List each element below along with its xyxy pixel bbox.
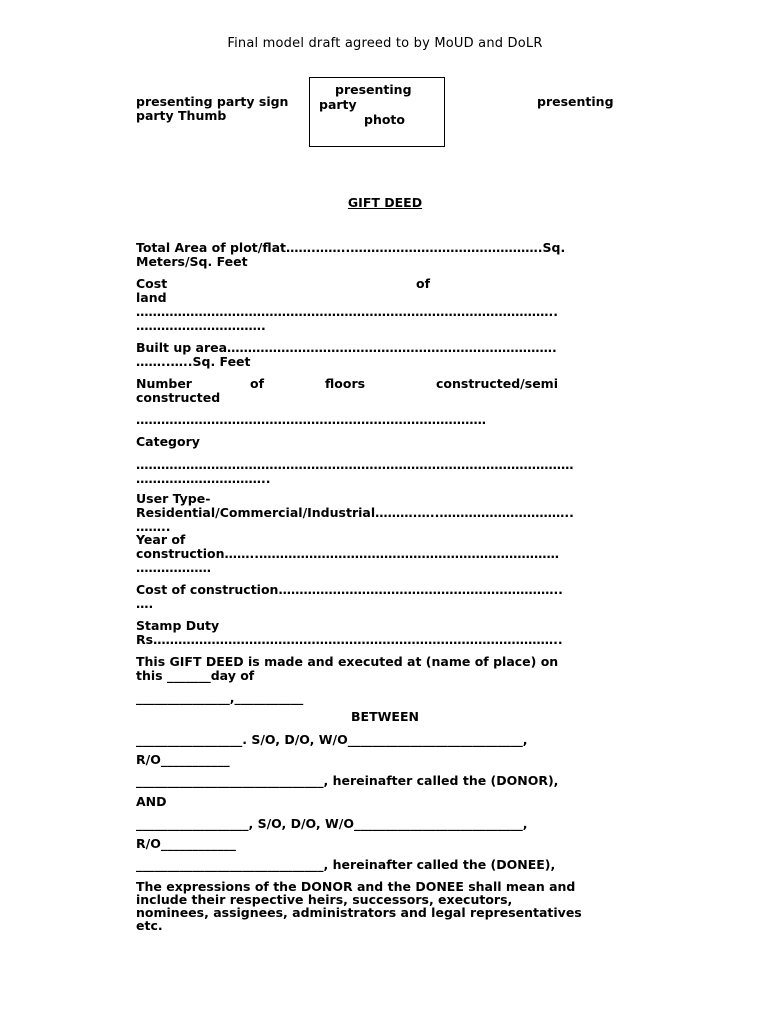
cost-construction-line1: Cost of construction………………………………………………………….. <box>136 582 563 597</box>
donor-line2: ______________________________, hereinafter called the (DONOR), <box>136 773 559 788</box>
user-type-line2: Residential/Commercial/Industrial……….…..………………………….. <box>136 505 574 520</box>
built-up-line2: ……..…..Sq. Feet <box>136 354 251 369</box>
floors-dots: ………………………………………………………………………… <box>136 412 486 427</box>
presenting-right-label: presenting <box>537 94 614 109</box>
donor-ro: R/O___________ <box>136 752 230 767</box>
donee-line1: __________________, S/O, D/O, W/O___________________________, <box>136 816 528 831</box>
stamp-duty-line1: Stamp Duty <box>136 618 220 633</box>
category-dots-line1: …………………………………………………………………………………………… <box>136 457 574 472</box>
year-line1: Year of <box>136 532 186 547</box>
category-label: Category <box>136 434 200 449</box>
built-up-line1: Built up area……………………………………………………………………. <box>136 340 557 355</box>
made-executed-line2: this _______day of <box>136 668 255 683</box>
donee-ro: R/O____________ <box>136 836 236 851</box>
donee-line2: ______________________________, hereinafter called the (DONEE), <box>136 857 556 872</box>
expressions-line3: nominees, assignees, administrators and legal representatives <box>136 905 582 920</box>
deed-title: GIFT DEED <box>347 195 423 210</box>
expressions-line1: The expressions of the DONOR and the DONEE shall mean and <box>136 879 576 894</box>
and-label: AND <box>136 794 167 809</box>
user-type-line1: User Type- <box>136 491 211 506</box>
floors-of-label: of <box>250 376 265 391</box>
photo-box-line2: party <box>319 97 357 112</box>
total-area-line2: Meters/Sq. Feet <box>136 254 248 269</box>
floors-number-label: Number <box>136 376 192 391</box>
floors-floors-label: floors <box>325 376 366 391</box>
user-type-line3: …….. <box>136 519 171 534</box>
cost-land-label: land <box>136 290 167 305</box>
photo-box-line1: presenting <box>335 82 412 97</box>
cost-construction-line2: …. <box>136 596 154 611</box>
cost-dots-line2: …………………………. <box>136 318 266 333</box>
photo-box-line3: photo <box>364 112 405 127</box>
cost-dots-line1: ……………………………………………………………………………………….. <box>136 304 558 319</box>
made-executed-line1: This GIFT DEED is made and executed at (name of place) on <box>136 654 559 669</box>
floors-constructed-label: constructed/semi <box>436 376 558 391</box>
cost-label: Cost <box>136 276 168 291</box>
party-thumb-label: party Thumb <box>136 108 227 123</box>
donor-line1: _________________. S/O, D/O, W/O____________________________, <box>136 732 528 747</box>
total-area-line1: Total Area of plot/flat…….……..……………………………………….Sq. <box>136 240 566 255</box>
floors-line2: constructed <box>136 390 221 405</box>
category-dots-line2: ………………………….. <box>136 471 271 486</box>
between-heading: BETWEEN <box>351 709 419 724</box>
expressions-line2: include their respective heirs, successors, executors, <box>136 892 513 907</box>
year-line2: construction……..……………………………………………………………… <box>136 546 560 561</box>
document-header: Final model draft agreed to by MoUD and DoLR <box>227 36 543 51</box>
made-executed-line3: _______________,___________ <box>136 690 304 705</box>
year-line3: ……………… <box>136 560 211 575</box>
cost-of-label: of <box>416 276 431 291</box>
stamp-duty-line2: Rs…………………………………………………………………………………….. <box>136 632 563 647</box>
expressions-line4: etc. <box>136 918 163 933</box>
presenting-party-sign-label: presenting party sign <box>136 94 289 109</box>
